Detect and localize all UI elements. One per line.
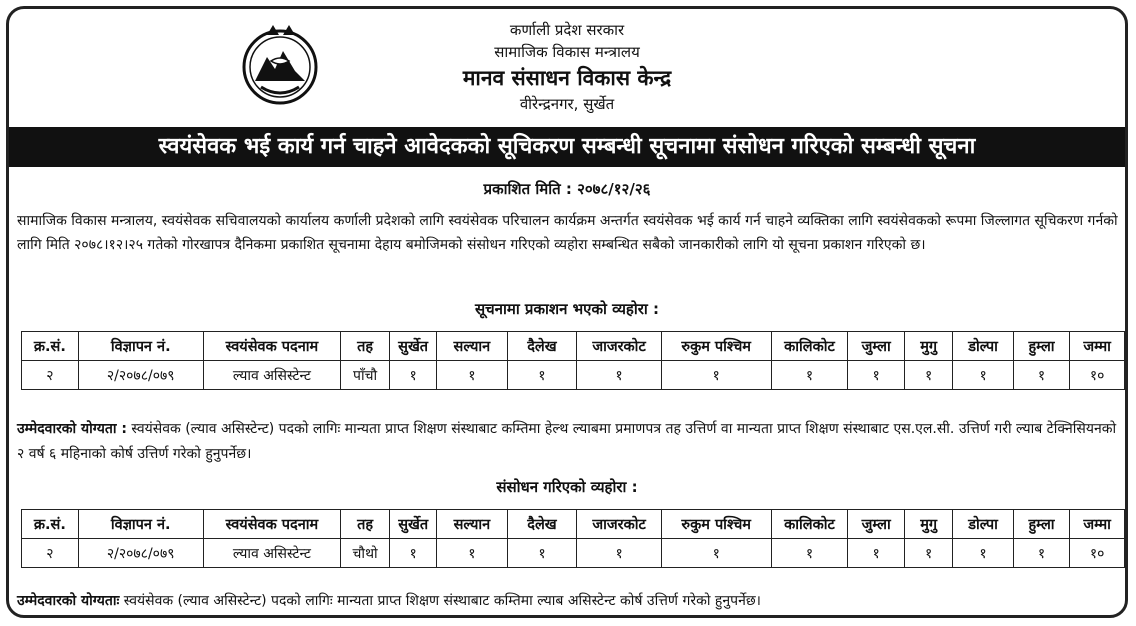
col-header: विज्ञापन नं. bbox=[78, 510, 203, 539]
table-cell: १ bbox=[771, 361, 848, 390]
table-cell: २/२०७८/०७९ bbox=[78, 361, 203, 390]
col-header: सुर्खेत bbox=[389, 332, 436, 361]
header bbox=[9, 9, 1125, 127]
table-cell: २/२०७८/०७९ bbox=[78, 539, 203, 568]
table-cell: १ bbox=[507, 361, 577, 390]
table-cell: १० bbox=[1070, 361, 1125, 390]
col-header: स्वयंसेवक पदनाम bbox=[203, 510, 341, 539]
col-header: विज्ञापन नं. bbox=[78, 332, 203, 361]
col-header: कालिकोट bbox=[771, 510, 848, 539]
table-cell: २ bbox=[22, 361, 79, 390]
col-header: जुम्ला bbox=[848, 510, 905, 539]
col-header: मुगु bbox=[904, 332, 952, 361]
published-table bbox=[21, 331, 1125, 390]
col-header: कालिकोट bbox=[771, 332, 848, 361]
table-cell: १ bbox=[848, 539, 905, 568]
col-header: जम्मा bbox=[1070, 332, 1125, 361]
table-row bbox=[22, 361, 1125, 390]
eligibility-text: स्वयंसेवक (ल्याव असिस्टेन्ट) पदको लागिः मान्यता प्राप्त शिक्षण संस्थाबाट कम्तिमा ल्याब असिस्टेन्ट कोर्ष उत्तिर्ण गरेको हुनुपर्नेछ। bbox=[123, 593, 761, 609]
table-cell: १ bbox=[904, 539, 952, 568]
col-header: क्र.सं. bbox=[22, 510, 79, 539]
table-cell: १ bbox=[437, 539, 507, 568]
col-header: हुम्ला bbox=[1013, 510, 1069, 539]
office-title: मानव संसाधन विकास केन्द्र bbox=[462, 66, 672, 90]
table-cell: १ bbox=[390, 539, 437, 568]
table-cell: १ bbox=[1013, 539, 1069, 568]
col-header: डोल्पा bbox=[953, 510, 1013, 539]
table-cell: पाँचौ bbox=[341, 361, 390, 390]
table-cell: ल्याव असिस्टेन्ट bbox=[203, 539, 341, 568]
revised-table bbox=[21, 509, 1125, 568]
table-header-row bbox=[22, 332, 1125, 361]
eligibility-label: उम्मेदवारको योग्यताः bbox=[17, 593, 120, 609]
col-header: डोल्पा bbox=[953, 332, 1013, 361]
table-cell: १ bbox=[848, 361, 905, 390]
table-cell: १ bbox=[771, 539, 848, 568]
table-cell: १ bbox=[661, 539, 771, 568]
col-header: जाजरकोट bbox=[577, 332, 661, 361]
col-header: दैलेख bbox=[507, 510, 577, 539]
table-header-row bbox=[22, 510, 1125, 539]
col-header: सल्यान bbox=[437, 332, 507, 361]
table-row bbox=[22, 539, 1125, 568]
col-header: तह bbox=[341, 510, 390, 539]
table-cell: १ bbox=[1013, 361, 1069, 390]
col-header: रुकुम पश्चिम bbox=[661, 510, 771, 539]
col-header: सुर्खेत bbox=[390, 510, 437, 539]
eligibility-text: स्वयंसेवक (ल्याव असिस्टेन्ट) पदको लागिः मान्यता प्राप्त शिक्षण संस्थाबाट कम्तिमा हेल्थ ल्याबमा प्रमाणपत्र तह उत्तिर्ण वा मान्यता प्राप्त शिक्षण संस्थाबाट एस.एल.सी. उत्तिर्ण गरी ल्याब टेक्निसियनको २ वर्ष ६ महिनाको कोर्ष उत्तिर्ण गरेको हुनुपर्नेछ। bbox=[17, 421, 1117, 462]
notice-page bbox=[6, 6, 1128, 618]
col-header: जाजरकोट bbox=[577, 510, 661, 539]
revised-eligibility bbox=[17, 589, 1119, 614]
government-name: कर्णाली प्रदेश सरकार bbox=[509, 21, 625, 39]
table-cell: १ bbox=[904, 361, 952, 390]
table-cell: १ bbox=[953, 539, 1013, 568]
intro-paragraph: सामाजिक विकास मन्त्रालय, स्वयंसेवक सचिवालयको कार्यालय कर्णाली प्रदेशको लागि स्वयंसेवक परिचालन कार्यक्रम अन्तर्गत स्वयंसेवक भई कार्य गर्न चाहने व्यक्तिका लागि स्वयंसेवकको रूपमा जिल्लागत सूचिकरण गर्नको लागि मिति २०७८।१२।२५ गतेको गोरखापत्र दैनिकमा प्रकाशित सूचनामा देहाय बमोजिमको संसोधन गरिएको व्यहोरा सम्बन्धित सबैको जानकारीको लागि यो सूचना प्रकाशन गरिएको छ। bbox=[17, 213, 1118, 253]
col-header: हुम्ला bbox=[1013, 332, 1069, 361]
col-header: मुगु bbox=[904, 510, 952, 539]
published-date: प्रकाशित मिति : २०७८/१२/२६ bbox=[483, 180, 651, 198]
published-version-heading: सूचनामा प्रकाशन भएको व्यहोरा : bbox=[474, 300, 660, 318]
col-header: दैलेख bbox=[507, 332, 577, 361]
col-header: तह bbox=[341, 332, 390, 361]
col-header: जम्मा bbox=[1070, 510, 1125, 539]
table-cell: १ bbox=[577, 361, 661, 390]
col-header: जुम्ला bbox=[848, 332, 905, 361]
col-header: रुकुम पश्चिम bbox=[661, 332, 771, 361]
table-cell: १ bbox=[661, 361, 771, 390]
table-cell: चौथो bbox=[341, 539, 390, 568]
table-cell: १ bbox=[577, 539, 661, 568]
office-location: वीरेन्द्रनगर, सुर्खेत bbox=[519, 95, 615, 113]
table-cell: २ bbox=[22, 539, 79, 568]
table-cell: ल्याव असिस्टेन्ट bbox=[203, 361, 341, 390]
table-cell: १० bbox=[1070, 539, 1125, 568]
published-eligibility bbox=[17, 417, 1119, 467]
table-cell: १ bbox=[953, 361, 1013, 390]
table-cell: १ bbox=[437, 361, 507, 390]
ministry-name: सामाजिक विकास मन्त्रालय bbox=[494, 43, 640, 61]
col-header: क्र.सं. bbox=[22, 332, 79, 361]
table-cell: १ bbox=[507, 539, 577, 568]
col-header: सल्यान bbox=[437, 510, 507, 539]
col-header: स्वयंसेवक पदनाम bbox=[203, 332, 341, 361]
table-cell: १ bbox=[389, 361, 436, 390]
revised-version-heading: संसोधन गरिएको व्यहोरा : bbox=[496, 478, 638, 496]
eligibility-label: उम्मेदवारको योग्यता : bbox=[17, 421, 127, 437]
notice-banner: स्वयंसेवक भई कार्य गर्न चाहने आवेदकको सूचिकरण सम्बन्धी सूचनामा संसोधन गरिएको सम्बन्धी सूचना bbox=[9, 127, 1125, 167]
